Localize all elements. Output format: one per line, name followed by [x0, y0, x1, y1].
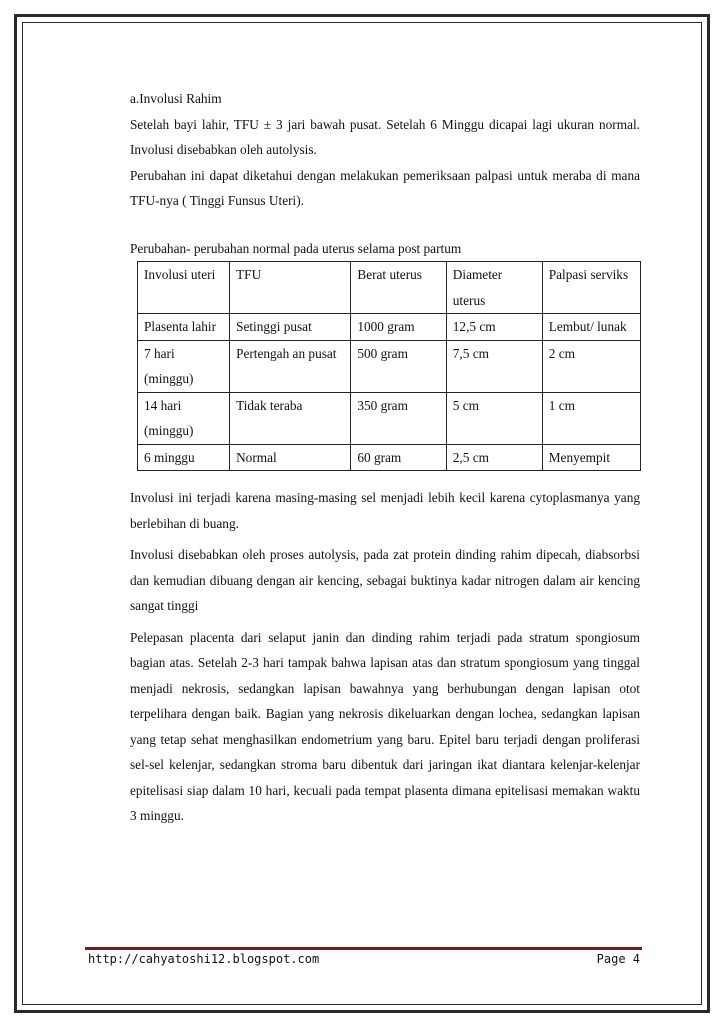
- paragraph-autolysis: Involusi disebabkan oleh proses autolysis, pada zat protein dinding rahim dipecah, diabsorbsi dan kemudian dibuang dengan air kencing, sebagai buktinya kadar nitrogen dalam air kencing sangat tinggi: [130, 547, 640, 613]
- table-header-cell: Diameter uterus: [446, 262, 542, 314]
- table-cell: 500 gram: [351, 340, 446, 392]
- table-row: [138, 340, 641, 392]
- table-cell: Plasenta lahir: [138, 314, 230, 341]
- table-cell: Pertengah an pusat: [230, 340, 351, 392]
- table-cell: 350 gram: [351, 392, 446, 444]
- table-cell: 14 hari (minggu): [138, 392, 230, 444]
- paragraph-palpasi: Perubahan ini dapat diketahui dengan melakukan pemeriksaan palpasi untuk meraba di mana TFU-nya ( Tinggi Funsus Uteri).: [130, 167, 640, 208]
- table-cell: 2 cm: [542, 340, 640, 392]
- table-header-cell: Involusi uteri: [138, 262, 230, 314]
- paragraph-involusi-intro: Setelah bayi lahir, TFU ± 3 jari bawah pusat. Setelah 6 Minggu dicapai lagi ukuran normal. Involusi disebabkan oleh autolysis.: [130, 116, 640, 157]
- table-caption: Perubahan- perubahan normal pada uterus selama post partum: [130, 240, 462, 256]
- table-row: [138, 392, 641, 444]
- table-cell: Normal: [230, 444, 351, 471]
- table-row: [138, 314, 641, 341]
- table-cell: 7,5 cm: [446, 340, 542, 392]
- table-cell: 60 gram: [351, 444, 446, 471]
- paragraph-pelepasan-placenta: Pelepasan placenta dari selaput janin dan dinding rahim terjadi pada stratum spongiosum bagian atas. Setelah 2-3 hari tampak bahwa lapisan atas dan stratum spongiosum yang tinggal menjadi nekrosis, sedangkan lapisan bawahnya yang berhubungan dengan lapisan otot terpelihara dengan baik. Bagian yang nekrosis dikeluarkan dengan lochea, sedangkan lapisan yang tetap sehat menghasilkan endometrium yang baru. Epitel baru terjadi dengan proliferasi sel-sel kelenjar, sedangkan stroma baru dibentuk dari jaringan ikat diantara kelenjar-kelenjar epitelisasi siap dalam 10 hari, kecuali pada tempat plasenta dimana epitelisasi memakan waktu 3 minggu.: [130, 629, 640, 823]
- table-header-cell: Berat uterus: [351, 262, 446, 314]
- table-cell: Menyempit: [542, 444, 640, 471]
- table-cell: 1 cm: [542, 392, 640, 444]
- table-cell: Lembut/ lunak: [542, 314, 640, 341]
- table-cell: 12,5 cm: [446, 314, 542, 341]
- page-footer: [88, 952, 640, 966]
- table-row: [138, 444, 641, 471]
- table-cell: 6 minggu: [138, 444, 230, 471]
- footer-rule: [85, 947, 642, 950]
- document-body: [130, 86, 640, 829]
- table-cell: 7 hari (minggu): [138, 340, 230, 392]
- table-header-cell: Palpasi serviks: [542, 262, 640, 314]
- uterus-changes-table: [137, 261, 641, 471]
- footer-page-number: Page 4: [596, 952, 640, 966]
- paragraph-involusi-sel: Involusi ini terjadi karena masing-masing sel menjadi lebih kecil karena cytoplasmanya yang berlebihan di buang.: [130, 490, 640, 531]
- table-cell: 5 cm: [446, 392, 542, 444]
- table-cell: 1000 gram: [351, 314, 446, 341]
- table-cell: Tidak teraba: [230, 392, 351, 444]
- table-cell: Setinggi pusat: [230, 314, 351, 341]
- table-header-cell: TFU: [230, 262, 351, 314]
- table-cell: 2,5 cm: [446, 444, 542, 471]
- footer-url: http://cahyatoshi12.blogspot.com: [88, 952, 320, 966]
- section-heading: a.Involusi Rahim: [130, 91, 222, 106]
- table-header-row: [138, 262, 641, 314]
